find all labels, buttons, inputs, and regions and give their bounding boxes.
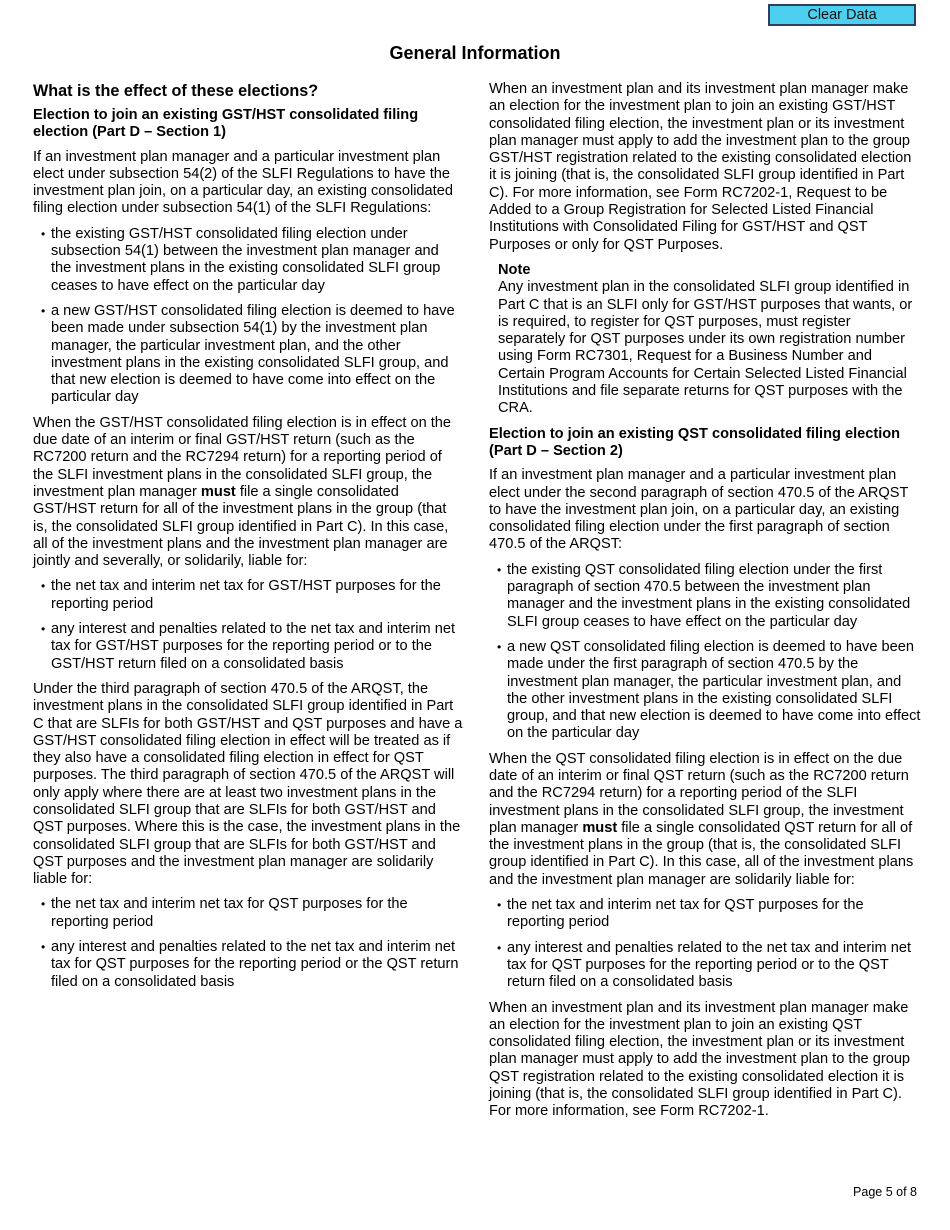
list-item: • the existing GST/HST consolidated filing election under subsection 54(1) between the investment plan manager and the investment plans in the existing consolidated SLFI group ceases to have effect on the particular day <box>33 226 463 295</box>
list-item: • the net tax and interim net tax for QST purposes for the reporting period <box>489 897 921 932</box>
list-item: • any interest and penalties related to the net tax and interim net tax for QST purposes for the reporting period or to the QST return filed on a consolidated basis <box>489 940 921 992</box>
paragraph: If an investment plan manager and a particular investment plan elect under the second paragraph of section 470.5 of the ARQST to have the investment plan join, on a particular day, an existing consolidated filing election under the first paragraph of section 470.5 of the ARQST: <box>489 467 909 553</box>
list-item: • a new GST/HST consolidated filing election is deemed to have been made under subsection 54(1) by the investment plan manager, the particular investment plan, and the other investment plans in the existing consolidated SLFI group, and that new election is deemed to have come into effect on the particular day <box>33 303 463 407</box>
list-item: • the existing QST consolidated filing election under the first paragraph of section 470.5 between the investment plan manager and the investment plans in the existing consolidated SLFI group ceases to have effect on the particular day <box>489 562 921 631</box>
page-title: General Information <box>389 43 561 63</box>
text: file a single consolidated GST/HST return for all of the investment plans in the group (that is, the consolidated SLFI group identified in Part C). In this case, all of the investment plans and the investment plan manager are jointly and severally, or solidarily, liable for: <box>33 483 449 570</box>
paragraph: If an investment plan manager and a particular investment plan elect under subsection 54(2) of the SLFI Regulations to have the investment plan join, on a particular day, an existing consolidated filing election under subsection 54(1) of the SLFI Regulations: <box>33 148 453 217</box>
bullet-list <box>33 226 463 407</box>
left-column <box>33 80 463 999</box>
emphasis: must <box>200 483 236 500</box>
page-number: Page 5 of 8 <box>853 1185 917 1199</box>
note-text: Any investment plan in the consolidated SLFI group identified in Part C that is an SLFI only for GST/HST purposes that wants, or is required, to register for QST purposes, must register separately for QST purposes under its own registration number using Form RC7301, Request for a Business Number and Certain Program Accounts for Certain Selected Listed Financial Institutions and file separate returns for QST purposes with the CRA. <box>498 279 913 417</box>
list-item: • any interest and penalties related to the net tax and interim net tax for GST/HST purposes for the reporting period or to the GST/HST return filed on a consolidated basis <box>33 621 463 673</box>
section-heading: What is the effect of these elections? <box>33 82 319 100</box>
clear-data-button[interactable]: Clear Data <box>768 4 916 26</box>
paragraph: When an investment plan and its investment plan manager make an election for the investment plan to join an existing QST consolidated filing election, the investment plan or its investment plan manager must apply to add the investment plan to the group QST registration related to the existing consolidated election it is joining (that is, the consolidated SLFI group identified in Part C). For more information, see Form RC7202-1. <box>489 999 911 1120</box>
gst-election-subheading: Election to join an existing GST/HST consolidated filing election (Part D – Section 1) <box>33 107 419 141</box>
right-column <box>489 81 921 1129</box>
note-box <box>498 262 921 418</box>
list-item: • the net tax and interim net tax for GST/HST purposes for the reporting period <box>33 578 463 613</box>
list-item: • a new QST consolidated filing election is deemed to have been made under the first paragraph of section 470.5 by the investment plan manager, the particular investment plan, and the other investment plans in the existing consolidated SLFI group, and that new election is deemed to have come into effect on the particular day <box>489 639 921 743</box>
list-item: • the net tax and interim net tax for QST purposes for the reporting period <box>33 896 463 931</box>
emphasis: must <box>582 819 618 836</box>
paragraph: Under the third paragraph of section 470.5 of the ARQST, the investment plans in the consolidated SLFI group identified in Part C that are SLFIs for both GST/HST and QST purposes and have a GST/HST consolidated filing election in effect will be treated as if they also have a consolidated filing election in effect for QST purposes. The third paragraph of section 470.5 of the ARQST will only apply where there are at least two investment plans in the consolidated SLFI group that are SLFIs for both GST/HST and QST purposes. Where this is the case, the investment plans in the consolidated SLFI group that are SLFIs for both GST/HST and QST purposes and the investment plan manager are solidarily liable for: <box>33 680 463 888</box>
text: When the GST/HST consolidated filing election is in effect on the due date of an interim or final GST/HST return (such as the RC7200 return and the RC7294 return) for a reporting period of the SLFI investment plans in the consolidated SLFI group, the investment plan manager <box>33 414 452 500</box>
paragraph <box>33 415 463 571</box>
paragraph <box>489 751 921 889</box>
list-item: • any interest and penalties related to the net tax and interim net tax for QST purposes for the reporting period or the QST return filed on a consolidated basis <box>33 939 463 991</box>
bullet-list <box>489 897 921 991</box>
bullet-list <box>489 562 921 743</box>
text: file a single consolidated QST return for all of the investment plans in the group (that is, the consolidated SLFI group identified in Part C). In this case, all of the investment plans and the investment plan manager are solidarily liable for: <box>489 819 914 888</box>
bullet-list <box>33 578 463 672</box>
text: When the QST consolidated filing election is in effect on the due date of an interim or final QST return (such as the RC7200 return and the RC7294 return) for a reporting period of the SLFI investment plans in the consolidated SLFI group, the investment plan manager <box>489 750 909 836</box>
paragraph: When an investment plan and its investment plan manager make an election for the investment plan to join an existing GST/HST consolidated filing election, the investment plan or its investment plan manager must apply to add the investment plan to the group GST/HST registration related to the existing consolidated election it is joining (that is, the consolidated SLFI group identified in Part C). For more information, see Form RC7202-1, Request to be Added to a Group Registration for Selected Listed Financial Institutions with Consolidated Filing for GST/HST and QST Purposes or only for QST Purposes. <box>489 81 912 253</box>
note-title: Note <box>498 261 531 278</box>
bullet-list <box>33 896 463 990</box>
qst-election-subheading: Election to join an existing QST consolidated filing election (Part D – Section 2) <box>489 425 901 459</box>
